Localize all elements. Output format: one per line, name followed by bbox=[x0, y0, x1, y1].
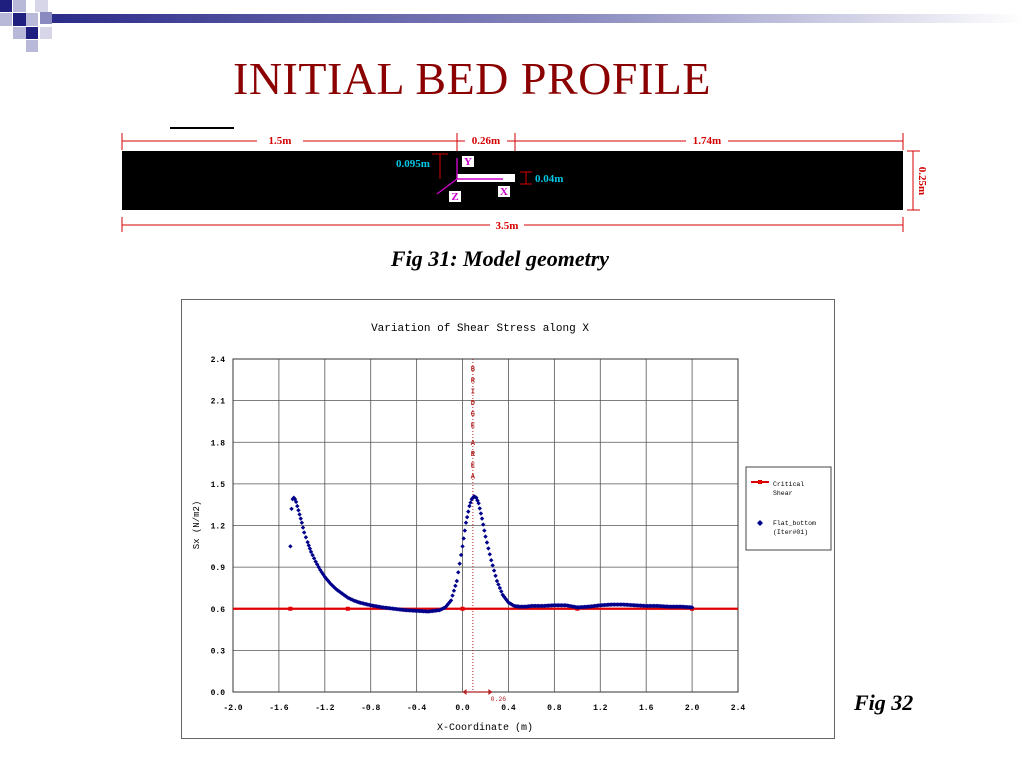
legend-label-critical: Critical bbox=[773, 481, 805, 488]
x-tick-label: 1.2 bbox=[593, 704, 608, 713]
deco-square bbox=[40, 12, 52, 24]
caption-fig31: Fig 31: Model geometry bbox=[390, 246, 610, 271]
dim-label-total: 3.5m bbox=[495, 220, 519, 232]
legend-label-flat-bottom: (Iter#01) bbox=[773, 529, 809, 536]
critical-shear-marker bbox=[346, 607, 350, 611]
x-tick-label: 0.0 bbox=[455, 704, 470, 713]
legend-label-critical: Shear bbox=[773, 490, 793, 497]
axis-label-z: Z bbox=[451, 191, 459, 203]
x-tick-label: 2.4 bbox=[730, 704, 746, 713]
dim-label-height: 0.095m bbox=[396, 158, 430, 170]
bridge-area-letter: B bbox=[470, 366, 475, 374]
dim-label-left: 1.5m bbox=[268, 135, 292, 147]
bridge-area-letter: E bbox=[470, 422, 475, 431]
y-tick-label: 0.3 bbox=[210, 647, 225, 657]
x-axis-label: X-Coordinate (m) bbox=[436, 723, 534, 734]
deco-square bbox=[26, 27, 38, 39]
chart-legend bbox=[746, 467, 831, 550]
deco-square bbox=[0, 0, 12, 12]
deco-square bbox=[13, 13, 26, 26]
y-tick-label: 2.4 bbox=[210, 356, 225, 365]
axis-label-x: X bbox=[500, 186, 508, 198]
y-tick-label: 1.8 bbox=[210, 439, 225, 449]
header-gradient-bar bbox=[52, 14, 1024, 23]
bridge-area-letter: R bbox=[470, 377, 475, 386]
x-tick-label: 1.6 bbox=[638, 704, 654, 713]
deco-square bbox=[40, 27, 52, 39]
deco-square bbox=[35, 0, 48, 12]
dim-label-depth: 0.25m bbox=[916, 166, 928, 196]
legend-label-flat-bottom: Flat_bottom bbox=[773, 520, 816, 527]
dim-label-bridge: 0.26m bbox=[471, 135, 501, 147]
bridge-width-label: 0.26 bbox=[490, 696, 507, 703]
bridge-area-letter: D bbox=[470, 399, 475, 408]
y-tick-label: 1.5 bbox=[210, 480, 225, 490]
chart-title: Variation of Shear Stress along X bbox=[371, 323, 589, 335]
shear-stress-chart bbox=[181, 299, 836, 740]
y-axis-label: Sx (N/m2) bbox=[192, 500, 202, 550]
axis-label-y: Y bbox=[464, 156, 472, 168]
x-tick-label: -1.2 bbox=[315, 704, 335, 713]
bridge-area-letter: A bbox=[470, 439, 475, 448]
model-geometry-figure bbox=[110, 124, 930, 236]
bridge-area-letter: E bbox=[470, 462, 475, 471]
dim-label-right: 1.74m bbox=[692, 135, 722, 147]
bridge-area-letter: A bbox=[470, 473, 475, 482]
x-tick-label: 0.8 bbox=[547, 704, 562, 713]
y-tick-label: 1.2 bbox=[210, 522, 225, 532]
x-tick-label: -1.6 bbox=[269, 704, 289, 713]
bridge-plate bbox=[457, 174, 515, 182]
y-tick-label: 2.1 bbox=[210, 397, 225, 407]
caption-fig32: Fig 32 bbox=[854, 690, 914, 715]
y-tick-label: 0.9 bbox=[210, 564, 225, 574]
x-tick-label: -0.8 bbox=[361, 704, 381, 713]
deco-square bbox=[26, 13, 38, 26]
bridge-area-letter: G bbox=[470, 411, 475, 420]
x-tick-label: 2.0 bbox=[684, 704, 700, 713]
y-tick-label: 0.6 bbox=[210, 605, 225, 615]
x-tick-label: -0.4 bbox=[407, 704, 427, 713]
critical-shear-marker bbox=[461, 607, 465, 611]
bridge-area-letter: R bbox=[470, 451, 475, 460]
critical-shear-marker bbox=[288, 607, 292, 611]
deco-square bbox=[13, 27, 26, 39]
y-tick-label: 0.0 bbox=[210, 689, 225, 698]
deco-square bbox=[13, 0, 26, 12]
chart-border bbox=[182, 300, 835, 739]
legend-marker-critical bbox=[758, 480, 762, 484]
deco-square bbox=[26, 40, 38, 52]
deco-square bbox=[0, 13, 12, 26]
bridge-area-letter: I bbox=[470, 388, 475, 397]
x-tick-label: -2.0 bbox=[223, 704, 243, 713]
x-tick-label: 0.4 bbox=[501, 704, 516, 713]
dim-label-thickness: 0.04m bbox=[535, 173, 564, 185]
slide-title: INITIAL BED PROFILE bbox=[233, 53, 711, 104]
